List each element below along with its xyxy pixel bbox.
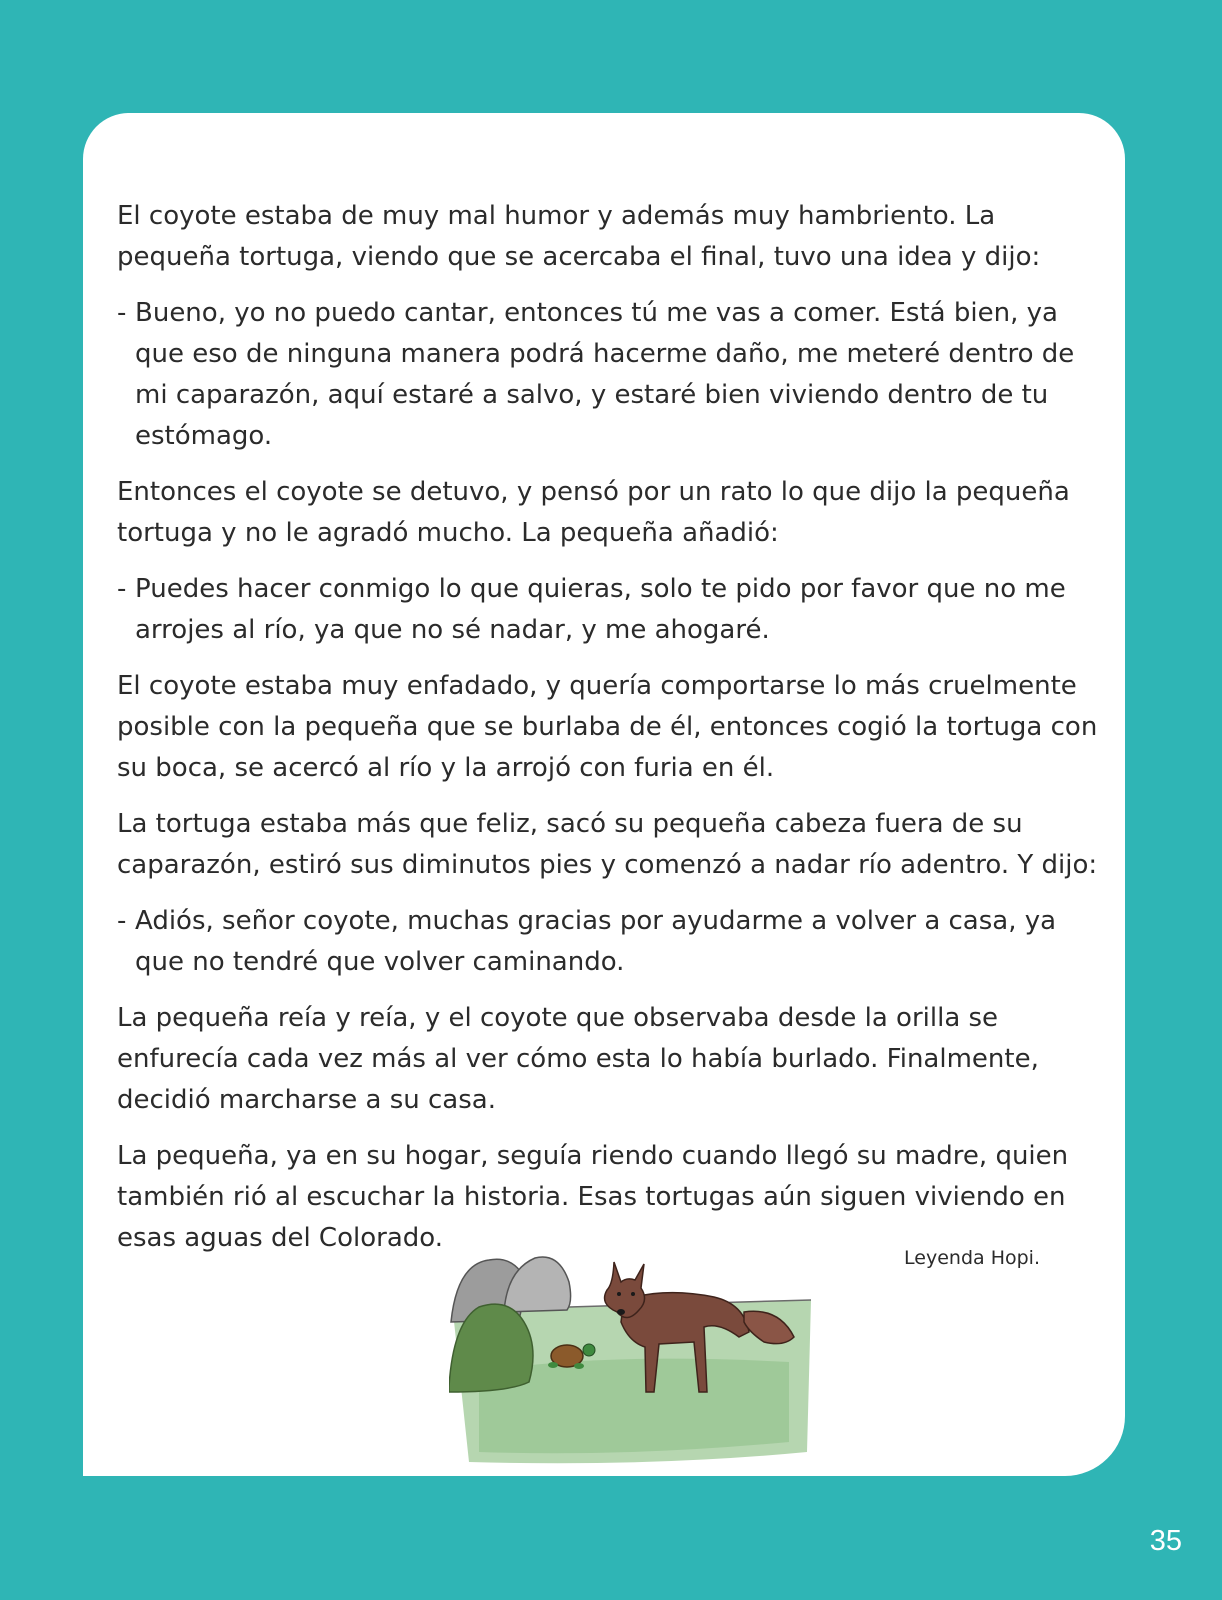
dialogue-dash: - bbox=[117, 574, 127, 604]
dialogue-1 bbox=[117, 293, 1107, 457]
dialogue-text: Puedes hacer conmigo lo que quieras, solo te pido por favor que no me arrojes al río, ya que no sé nadar, y me ahogaré. bbox=[135, 574, 1066, 645]
paragraph-3: El coyote estaba muy enfadado, y quería comportarse lo más cruelmente posible con la pequeña que se burlaba de él, entonces cogió la tortuga con su boca, se acercó al río y la arrojó con furia en él. bbox=[117, 671, 1098, 783]
dialogue-text: Adiós, señor coyote, muchas gracias por ayudarme a volver a casa, ya que no tendré que volver caminando. bbox=[135, 906, 1057, 977]
paragraph-4: La tortuga estaba más que feliz, sacó su pequeña cabeza fuera de su caparazón, estiró sus diminutos pies y comenzó a nadar río adentro. Y dijo: bbox=[117, 809, 1098, 880]
dialogue-text: Bueno, yo no puedo cantar, entonces tú me vas a comer. Está bien, ya que eso de ninguna manera podrá hacerme daño, me meteré dentro de mi caparazón, aquí estaré a salvo, y estaré bien viviendo dentro de tu estómago. bbox=[135, 298, 1075, 451]
story-text bbox=[117, 196, 1107, 1274]
paragraph-5: La pequeña reía y reía, y el coyote que observaba desde la orilla se enfurecía cada vez más al ver cómo esta lo había burlado. Finalmente, decidió marcharse a su casa. bbox=[117, 1003, 1039, 1115]
dialogue-dash: - bbox=[117, 298, 127, 328]
paragraph-1: El coyote estaba de muy mal humor y además muy hambriento. La pequeña tortuga, viendo que se acercaba el final, tuvo una idea y dijo: bbox=[117, 201, 1041, 272]
page-number: 35 bbox=[1149, 1525, 1182, 1557]
paragraph-2: Entonces el coyote se detuvo, y pensó por un rato lo que dijo la pequeña tortuga y no le agradó mucho. La pequeña añadió: bbox=[117, 477, 1070, 548]
story-source: Leyenda Hopi. bbox=[904, 1247, 1040, 1269]
dialogue-3 bbox=[117, 901, 1107, 983]
dialogue-dash: - bbox=[117, 906, 127, 936]
coyote-turtle-illustration bbox=[449, 1252, 811, 1467]
paragraph-6: La pequeña, ya en su hogar, seguía riendo cuando llegó su madre, quien también rió al escuchar la historia. Esas tortugas aún siguen viviendo en esas aguas del Colorado. bbox=[117, 1141, 1069, 1253]
dialogue-2 bbox=[117, 569, 1107, 651]
